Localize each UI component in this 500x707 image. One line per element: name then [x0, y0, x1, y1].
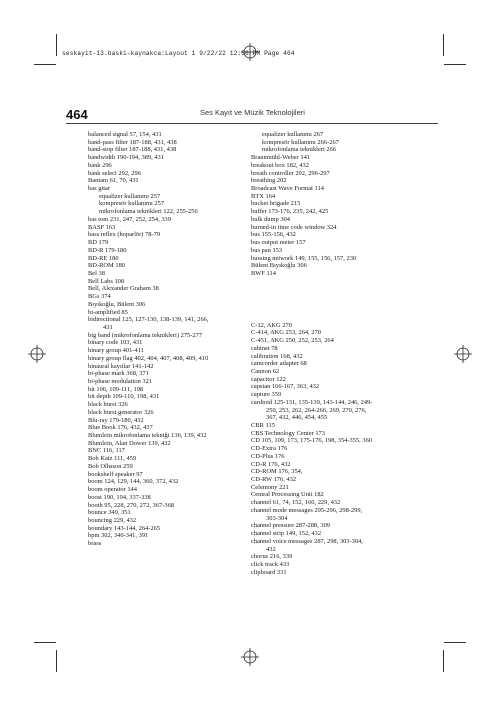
index-entry: Bell Labs 108 [88, 277, 125, 285]
index-entry: CD-RW 176, 432 [251, 476, 297, 484]
page-number: 464 [66, 107, 88, 122]
index-entry: bandwidth 190-194, 389, 431 [88, 154, 164, 162]
registration-mark-left-icon [28, 345, 46, 363]
index-entry: Bob Olhsson 259 [88, 462, 133, 470]
index-entry: BD-RE 180 [88, 254, 119, 262]
index-entry: big band (mikrofonlama teknikleri) 275-277 [88, 331, 203, 339]
index-entry: CD 105, 109, 173, 175-176, 198, 354-355, 360 [251, 437, 373, 445]
index-entry: Bıyıkoğlu, Bülent 306 [88, 300, 146, 308]
index-entry: bass reflex (hoparlör) 78-79 [88, 231, 161, 239]
index-entry: bas gitar [88, 185, 110, 193]
index-column-left [88, 131, 253, 548]
index-entry: bus 155-156, 432 [251, 231, 296, 239]
index-entry: Braunmühl-Weber 141 [251, 154, 311, 162]
index-column-right [251, 131, 431, 576]
index-entry: bus output meter 157 [251, 239, 306, 247]
index-entry: band-pass filter 187-188, 431, 438 [88, 138, 177, 146]
index-entry: channel mode messages 295-296, 298-299, [251, 506, 363, 514]
index-entry: BTX 164 [251, 192, 276, 200]
index-entry: capstan 166-167, 363, 432 [251, 383, 320, 391]
index-entry: Blu-ray 179-180, 432 [88, 416, 144, 424]
index-entry: channel 61, 74, 152, 160, 229, 432 [251, 499, 341, 507]
index-entry: bucket brigade 215 [251, 200, 301, 208]
index-entry: channel voice messages 287, 298, 303-304, [251, 537, 363, 545]
index-entry: binary group flag 402, 404, 407, 408, 409, 410 [88, 354, 209, 362]
index-entry: bank select 292, 296 [88, 169, 141, 177]
crop-mark-top-right-h [444, 64, 466, 65]
crop-mark-top-left-v [56, 34, 57, 56]
crop-mark-bottom-left-h [34, 642, 56, 643]
index-entry: channel pressure 287-288, 309 [251, 522, 331, 530]
crop-mark-bottom-right-v [443, 650, 444, 672]
index-entry: bidirectional 125, 127-130, 138-139, 141, 266, [88, 316, 209, 324]
index-entry: Central Processing Unit 182 [251, 491, 324, 499]
index-entry: click track 433 [251, 560, 290, 568]
index-entry: breath controller 292, 296-297 [251, 169, 330, 177]
index-entry: Blumlein mikrofonlama tekniği 136, 139, 432 [88, 432, 207, 440]
index-entry: CD-Plus 176 [251, 452, 285, 460]
index-entry: CD-Extra 176 [251, 445, 288, 453]
index-entry: capture 359 [251, 391, 282, 399]
index-entry: bank 296 [88, 161, 112, 169]
index-entry-continuation: 250, 253, 262, 264-266, 269, 270, 276, [266, 406, 367, 414]
header-rule [66, 123, 438, 124]
index-entry: clipboard 331 [251, 568, 287, 576]
index-entry: chorus 216, 339 [251, 553, 293, 561]
index-entry: Bel 38 [88, 269, 105, 277]
index-entry: Celemony 221 [251, 483, 289, 491]
index-entry: bpm 302, 340-341, 391 [88, 532, 149, 540]
index-entry: bulk dump 304 [251, 215, 290, 223]
index-section-b-continued [251, 131, 431, 278]
index-entry: black burst generator 326 [88, 408, 154, 416]
index-subentry: mikrofonlama teknikleri 266 [262, 146, 337, 154]
index-entry-continuation: 367, 432, 446, 454, 455 [266, 414, 328, 422]
registration-mark-right-icon [454, 345, 472, 363]
index-entry: Broadcast Wave Format 114 [251, 185, 324, 193]
index-entry-continuation: 432 [266, 545, 276, 553]
slug-line: seskayit-13.baski-kaynakca:Layout 1 9/22/22 12:56 PM Page 464 [62, 50, 295, 57]
index-entry: brass [88, 540, 102, 548]
index-subentry: equalizer kullanımı 267 [262, 131, 324, 138]
index-entry: black burst 326 [88, 401, 128, 409]
index-entry: band-stop filter 187-188, 431, 438 [88, 146, 177, 154]
index-entry: buffer 173-176, 235, 242, 425 [251, 208, 329, 216]
index-entry: camcorder adapter 68 [251, 360, 307, 368]
index-entry: BWF 114 [251, 269, 276, 277]
index-entry: CD-R 176, 432 [251, 460, 291, 468]
index-entry: Bob Katz 111, 459 [88, 455, 137, 463]
crop-mark-bottom-right-h [444, 642, 466, 643]
index-entry: boom 124, 129, 144, 360, 372, 432 [88, 478, 179, 486]
index-entry: bussing network 149, 155, 156, 157, 230 [251, 254, 357, 262]
index-entry: bit depth 109-110, 198, 431 [88, 393, 160, 401]
index-entry: Bülent Bıyıkoğlu 306 [251, 262, 307, 270]
index-entry: cabinet 78 [251, 344, 278, 352]
registration-mark-bottom-icon [241, 648, 259, 666]
index-entry: bi-amplified 85 [88, 308, 128, 316]
index-entry: binaural kayıtlar 141-142 [88, 362, 154, 370]
index-entry: cardioid 125-131, 135-139, 143-144, 246, 249- [251, 398, 373, 406]
index-entry: breakout box 182, 432 [251, 161, 309, 169]
index-entry: BD-R 179-180 [88, 246, 127, 254]
index-entry: C-451, AKG 250, 252, 253, 264 [251, 337, 334, 345]
crop-mark-top-right-v [443, 34, 444, 56]
index-subentry: mikrofonlama teknikleri 122, 255-256 [99, 208, 198, 216]
index-entry: BGs 374 [88, 293, 111, 301]
index-entry-continuation: 303-304 [266, 514, 288, 522]
index-entry: bas tom 231, 247, 252, 254, 339 [88, 215, 171, 223]
index-entry: Bantam 61, 70, 431 [88, 177, 139, 185]
index-subentry: kompresör kullanımı 257 [99, 200, 165, 208]
index-entry: C-414, AKG 253, 264, 270 [251, 329, 321, 337]
index-subentry: equalizer kullanımı 257 [99, 192, 161, 200]
index-entry: CD-ROM 176, 354, [251, 468, 303, 476]
index-entry: bounce 349, 351 [88, 509, 131, 517]
index-entry: BD 179 [88, 239, 109, 247]
index-entry: BNC 116, 117 [88, 447, 125, 455]
index-entry: Blumlein, Alan Dower 139, 432 [88, 439, 171, 447]
index-subentry: kompresör kullanımı 266-267 [262, 138, 339, 146]
index-entry: capacitor 122 [251, 375, 286, 383]
registration-mark-top-icon [241, 43, 259, 61]
index-entry: bit 106, 109-111, 198 [88, 385, 144, 393]
index-entry: boundary 143-144, 264-265 [88, 524, 161, 532]
index-entry: binary code 103, 431 [88, 339, 143, 347]
index-entry: burned-in time code window 324 [251, 223, 337, 231]
index-entry: bi-phase mark 368, 371 [88, 370, 149, 378]
index-entry: Bell, Alexander Graham 38 [88, 285, 159, 293]
running-head: Ses Kayıt ve Müzik Teknolojileri [200, 108, 305, 117]
index-entry: CBS Technology Center 173 [251, 429, 325, 437]
section-gap [251, 278, 431, 322]
index-entry: Blue Book 176, 432, 437 [88, 424, 153, 432]
index-entry: CBR 115 [251, 422, 275, 429]
crop-mark-bottom-left-v [56, 650, 57, 672]
index-entry: bus pan 153 [251, 246, 283, 254]
crop-mark-top-left-h [34, 64, 56, 65]
index-entry: binary group 401-411 [88, 347, 144, 355]
index-entry-continuation: 431 [103, 323, 113, 331]
index-entry: C-12, AKG 270 [251, 321, 292, 329]
index-entry: calibration 168, 432 [251, 352, 303, 360]
index-entry: BASF 163 [88, 223, 116, 231]
index-entry: Cannon 62 [251, 367, 280, 375]
index-entry: bookshelf speaker 97 [88, 470, 143, 478]
index-entry: balanced signal 57, 154, 431 [88, 131, 162, 138]
index-entry: boost 190, 194, 337-338 [88, 493, 151, 501]
index-entry: booth 95, 228, 270, 272, 367-368 [88, 501, 175, 509]
index-entry: bouncing 229, 432 [88, 516, 137, 524]
index-entry: breathing 202 [251, 177, 287, 185]
index-entry: bi-phase modulation 321 [88, 378, 153, 385]
index-entry: boom operator 144 [88, 486, 137, 494]
index-entry: channel strip 149, 152, 432 [251, 530, 322, 538]
index-entry: BD-ROM 180 [88, 262, 126, 270]
index-section-c [251, 322, 431, 577]
